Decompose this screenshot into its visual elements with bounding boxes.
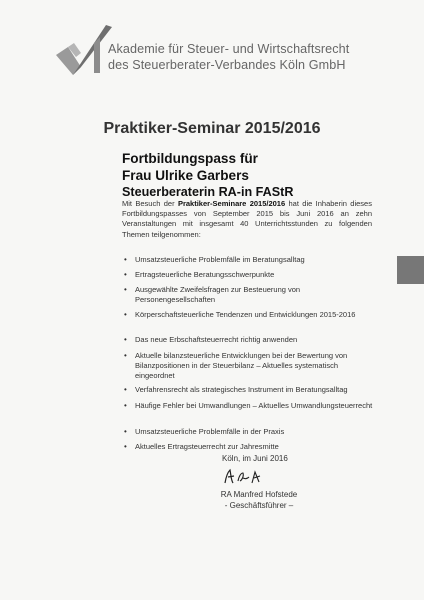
intro-text-end: hat die Inhaberin dieses Fortbildungspasses von September 2015 bis Juni 2016 an zehn Veranstaltungen mit insgesamt 40 Unterrichtsstunden zu folgenden Themen teilgenommen: bbox=[122, 199, 372, 239]
handwritten-signature-icon bbox=[222, 467, 264, 487]
pass-heading-line-1: Fortbildungspass für bbox=[122, 151, 258, 166]
bullet-icon: • bbox=[124, 335, 127, 344]
topic-text: Aktuelles Ertragsteuerrecht zur Jahresmitte bbox=[135, 442, 279, 451]
topic-item bbox=[122, 401, 378, 411]
topic-text: Umsatzsteuerliche Problemfälle in der Praxis bbox=[135, 427, 285, 436]
place-date: Köln, im Juni 2016 bbox=[222, 454, 288, 463]
intro-text-start: Mit Besuch der bbox=[122, 199, 178, 208]
topic-item bbox=[122, 351, 378, 381]
seminar-title: Praktiker-Seminar 2015/2016 bbox=[103, 120, 321, 137]
topic-text: Das neue Erbschaftsteuerrecht richtig anwenden bbox=[135, 335, 298, 344]
bullet-icon: • bbox=[124, 270, 127, 279]
topic-text: Verfahrensrecht als strategisches Instrument im Beratungsalltag bbox=[135, 385, 348, 394]
intro-text-bold: Praktiker-Seminare 2015/2016 bbox=[177, 199, 286, 208]
holder-title: Steuerberaterin RA-in FAStR bbox=[122, 185, 294, 199]
org-line-1: Akademie für Steuer- und Wirtschaftsrecht bbox=[108, 42, 350, 56]
topic-item bbox=[122, 335, 378, 345]
topic-text: Ertragsteuerliche Beratungsschwerpunkte bbox=[135, 270, 275, 279]
topic-text: Ausgewählte Zweifelsfragen zur Besteuerung von Personengesellschaften bbox=[135, 285, 301, 304]
bullet-icon: • bbox=[124, 385, 127, 394]
topic-item bbox=[122, 385, 378, 395]
scan-edge-marker bbox=[397, 256, 424, 284]
holder-name: Frau Ulrike Garbers bbox=[122, 168, 249, 183]
bullet-icon: • bbox=[124, 255, 127, 264]
signer-name: RA Manfred Hofstede bbox=[220, 490, 298, 499]
topic-item bbox=[122, 442, 378, 452]
pass-heading bbox=[122, 150, 293, 201]
signer-block bbox=[204, 489, 314, 511]
org-line-2: des Steuerberater-Verbandes Köln GmbH bbox=[108, 58, 346, 72]
bullet-icon: • bbox=[124, 285, 127, 294]
topic-item bbox=[122, 255, 378, 265]
topic-item bbox=[122, 427, 378, 437]
topic-item bbox=[122, 285, 378, 305]
bullet-icon: • bbox=[124, 427, 127, 436]
stylized-v-logo-icon bbox=[54, 23, 116, 83]
bullet-icon: • bbox=[124, 351, 127, 360]
organization-name bbox=[108, 41, 349, 73]
signer-role: - Geschäftsführer – bbox=[224, 501, 294, 510]
topic-text: Umsatzsteuerliche Problemfälle im Beratungsalltag bbox=[135, 255, 305, 264]
topic-item bbox=[122, 310, 378, 320]
intro-paragraph bbox=[122, 199, 372, 240]
topic-text: Körperschaftsteuerliche Tendenzen und Entwicklungen 2015-2016 bbox=[135, 310, 356, 319]
topic-item bbox=[122, 270, 378, 280]
bullet-icon: • bbox=[124, 310, 127, 319]
topic-text: Aktuelle bilanzsteuerliche Entwicklungen bei der Bewertung von Bilanzpositionen in der Steuerbilanz – Aktuelles systematisch eingeordnet bbox=[135, 351, 348, 380]
topic-text: Häufige Fehler bei Umwandlungen – Aktuelles Umwandlungsteuerrecht bbox=[135, 401, 373, 410]
bullet-icon: • bbox=[124, 442, 127, 451]
bullet-icon: • bbox=[124, 401, 127, 410]
